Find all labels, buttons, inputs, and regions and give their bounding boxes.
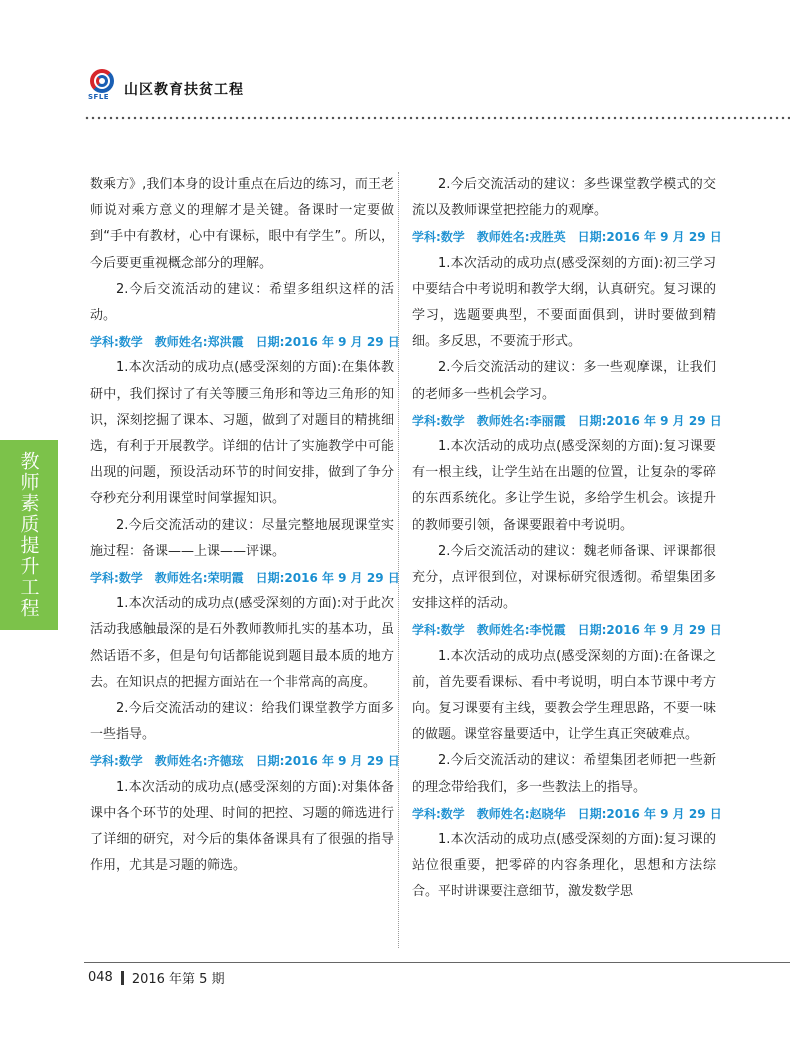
issue-label: 2016 年第 5 期 bbox=[131, 972, 225, 987]
right-text-column bbox=[412, 172, 722, 906]
body-paragraph: 1.本次活动的成功点(感受深刻的方面):复习课的站位很重要，把零碎的内容条理化，思想和方法综合。平时讲课要注意细节，激发数学思 bbox=[412, 832, 716, 900]
body-paragraph: 2.今后交流活动的建议：魏老师备课、评课都很充分，点评很到位，对课标研究很透彻。希望集团多安排这样的活动。 bbox=[412, 543, 716, 612]
body-paragraph: 2.今后交流活动的建议：希望集团老师把一些新的理念带给我们，多一些教法上的指导。 bbox=[412, 753, 716, 795]
teacher-info-line: 学科:数学 教师姓名:赵晓华 日期:2016 年 9 月 29 日 bbox=[412, 806, 722, 821]
side-tab-label: 教师素质提升工程 bbox=[17, 451, 40, 619]
teacher-info-line: 学科:数学 教师姓名:李悦霞 日期:2016 年 9 月 29 日 bbox=[412, 623, 722, 638]
column-divider bbox=[398, 172, 399, 948]
body-paragraph: 1.本次活动的成功点(感受深刻的方面):对集体备课中各个环节的处理、时间的把控、习题的筛选进行了详细的研究，对今后的集体备课具有了很强的指导作用，尤其是习题的筛选。 bbox=[90, 779, 394, 874]
body-paragraph: 2.今后交流活动的建议：尽量完整地展现课堂实施过程：备课——上课——评课。 bbox=[90, 517, 394, 559]
teacher-info-line: 学科:数学 教师姓名:齐德玹 日期:2016 年 9 月 29 日 bbox=[90, 754, 400, 769]
header-dotted-divider bbox=[84, 114, 790, 122]
teacher-info-line: 学科:数学 教师姓名:荣明霞 日期:2016 年 9 月 29 日 bbox=[90, 571, 400, 586]
sfle-logo bbox=[88, 69, 118, 103]
page-header bbox=[88, 66, 244, 106]
logo-inner-ring-icon bbox=[96, 75, 108, 87]
body-paragraph: 1.本次活动的成功点(感受深刻的方面):对于此次活动我感触最深的是石外教师教师扎实的基本功，虽然话语不多，但是句句话都能说到题目最本质的地方去。在知识点的把握方面站在一个非常高的高度。 bbox=[90, 596, 394, 690]
body-paragraph: 数乘方》,我们本身的设计重点在后边的练习，而王老师说对乘方意义的理解才是关键。备课时一定要做到“手中有教材，心中有课标，眼中有学生”。所以，今后要更重视概念部分的理解。 bbox=[90, 177, 394, 271]
header-title: 山区教育扶贫工程 bbox=[124, 82, 244, 98]
logo-text: SFLE bbox=[88, 93, 110, 101]
body-paragraph: 1.本次活动的成功点(感受深刻的方面):在集体教研中，我们探讨了有关等腰三角形和等边三角形的知识，深刻挖掘了课本、习题，做到了对题目的精挑细选，有利于开展教学。详细的估计了实施教学中可能出现的问题，预设活动环节的时间安排，做到了争分夺秒充分利用课堂时间掌握知识。 bbox=[90, 360, 394, 507]
teacher-info-line: 学科:数学 教师姓名:戎胜英 日期:2016 年 9 月 29 日 bbox=[412, 230, 722, 245]
body-paragraph: 2.今后交流活动的建议：给我们课堂教学方面多一些指导。 bbox=[90, 701, 394, 743]
teacher-info-line: 学科:数学 教师姓名:郑洪霞 日期:2016 年 9 月 29 日 bbox=[90, 335, 400, 350]
body-paragraph: 2.今后交流活动的建议：多一些观摩课，让我们的老师多一些机会学习。 bbox=[412, 360, 716, 402]
footer-rule bbox=[84, 962, 790, 963]
section-side-tab bbox=[0, 440, 58, 630]
body-paragraph: 2.今后交流活动的建议：希望多组织这样的活动。 bbox=[90, 281, 394, 324]
body-paragraph: 2.今后交流活动的建议：多些课堂教学模式的交流以及教师课堂把控能力的观摩。 bbox=[412, 177, 716, 219]
body-paragraph: 1.本次活动的成功点(感受深刻的方面):初三学习中要结合中考说明和教学大纲，认真研究。复习课的学习，选题要典型，不要面面俱到，讲时要做到精细。多反思，不要流于形式。 bbox=[412, 255, 716, 350]
teacher-info-line: 学科:数学 教师姓名:李丽霞 日期:2016 年 9 月 29 日 bbox=[412, 413, 722, 428]
footer-separator bbox=[121, 971, 124, 985]
body-paragraph: 1.本次活动的成功点(感受深刻的方面):复习课要有一根主线，让学生站在出题的位置，让复杂的零碎的东西系统化。多让学生说，多给学生机会。该提升的教师要引领，备课要跟着中考说明。 bbox=[412, 439, 716, 533]
body-paragraph: 1.本次活动的成功点(感受深刻的方面):在备课之前，首先要看课标、看中考说明，明白本节课中考方向。复习课要有主线，要教会学生理思路，不要一味的做题。课堂容量要适中，让学生真正突破难点。 bbox=[412, 648, 716, 743]
page-footer bbox=[88, 968, 225, 987]
page-number: 048 bbox=[88, 970, 113, 985]
left-text-column bbox=[90, 172, 400, 879]
